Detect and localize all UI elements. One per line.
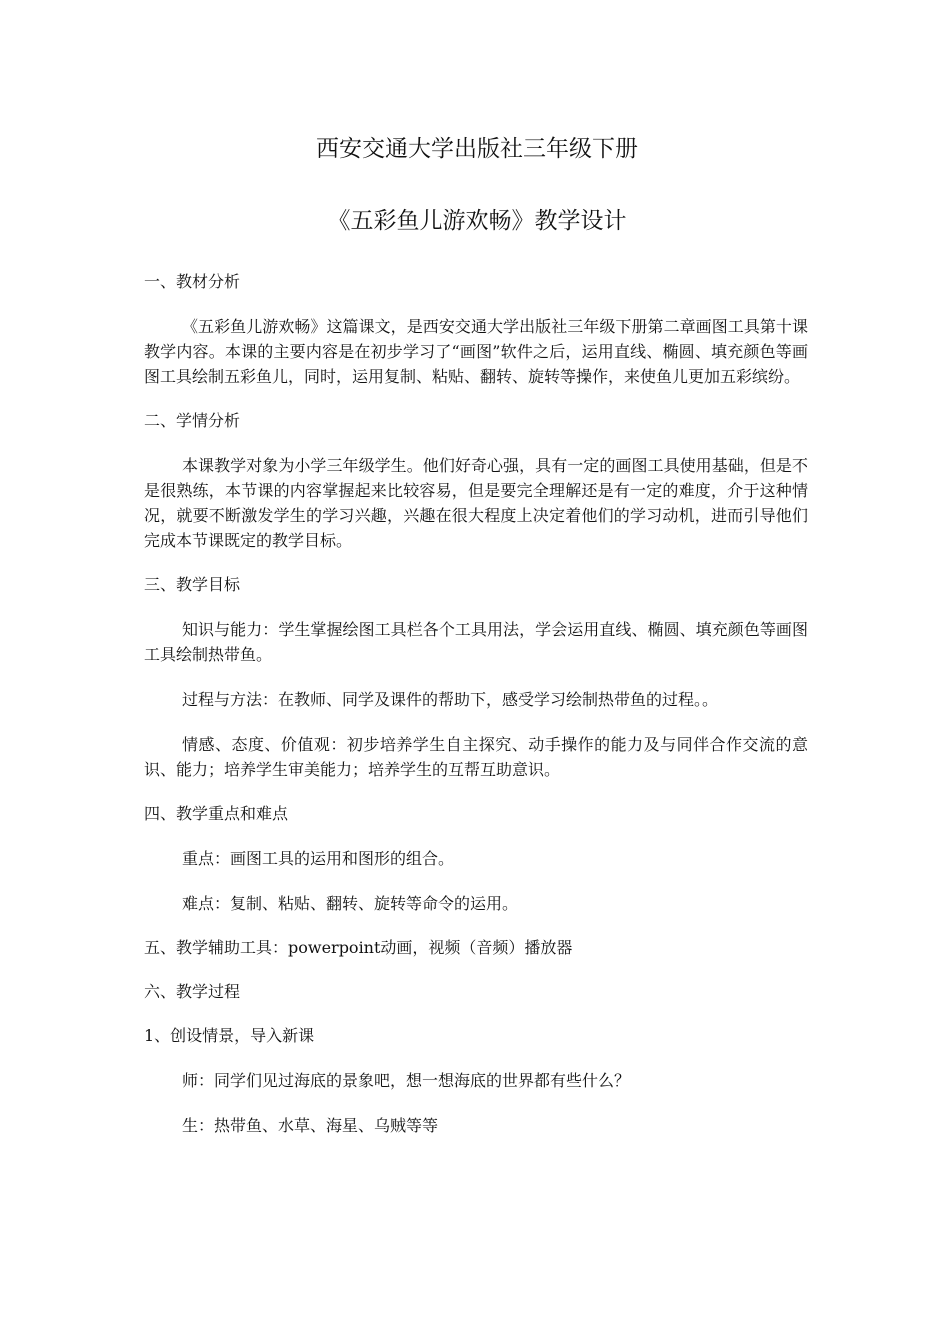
section-heading-teaching-tools: 五、教学辅助工具：powerpoint动画，视频（音频）播放器 xyxy=(144,938,573,957)
paragraph-textbook-analysis: 《五彩鱼儿游欢畅》这篇课文，是西安交通大学出版社三年级下册第二章画图工具第十课教学内容。本课的主要内容是在初步学习了“画图”软件之后，运用直线、椭圆、填充颜色等画图工具绘制五彩鱼儿，同时，运用复制、粘贴、翻转、旋转等操作，来使鱼儿更加五彩缤纷。 xyxy=(144,317,808,386)
paragraph-student-analysis: 本课教学对象为小学三年级学生。他们好奇心强，具有一定的画图工具使用基础，但是不是很熟练，本节课的内容掌握起来比较容易，但是要完全理解还是有一定的难度，介于这种情况，就要不断激发学生的学习兴趣，兴趣在很大程度上决定着他们的学习动机，进而引导他们完成本节课既定的教学目标。 xyxy=(144,456,808,550)
paragraph-emotion-attitude: 情感、态度、价值观：初步培养学生自主探究、动手操作的能力及与同伴合作交流的意识、能力；培养学生审美能力；培养学生的互帮互助意识。 xyxy=(144,735,808,779)
paragraph-difficult-point: 难点：复制、粘贴、翻转、旋转等命令的运用。 xyxy=(182,894,519,913)
paragraph-knowledge-ability: 知识与能力：学生掌握绘图工具栏各个工具用法，学会运用直线、椭圆、填充颜色等画图工具绘制热带鱼。 xyxy=(144,620,808,664)
document-title-line1: 西安交通大学出版社三年级下册 xyxy=(316,136,638,162)
document-title-line2: 《五彩鱼儿游欢畅》教学设计 xyxy=(327,208,627,234)
paragraph-teacher-question: 师：同学们见过海底的景象吧，想一想海底的世界都有些什么？ xyxy=(182,1071,631,1090)
paragraph-process-method: 过程与方法：在教师、同学及课件的帮助下，感受学习绘制热带鱼的过程。。 xyxy=(182,690,719,709)
title-block xyxy=(144,133,808,237)
section-heading-key-points: 四、教学重点和难点 xyxy=(144,804,289,823)
section-heading-textbook-analysis: 一、教材分析 xyxy=(144,272,241,291)
paragraph-key-point: 重点：画图工具的运用和图形的组合。 xyxy=(182,849,455,868)
section-heading-student-analysis: 二、学情分析 xyxy=(144,411,241,430)
paragraph-student-answer: 生：热带鱼、水草、海星、乌贼等等 xyxy=(182,1116,439,1135)
subheading-scenario-intro: 1、创设情景，导入新课 xyxy=(144,1026,315,1045)
section-heading-teaching-goals: 三、教学目标 xyxy=(144,575,241,594)
section-heading-teaching-process: 六、教学过程 xyxy=(144,982,241,1001)
